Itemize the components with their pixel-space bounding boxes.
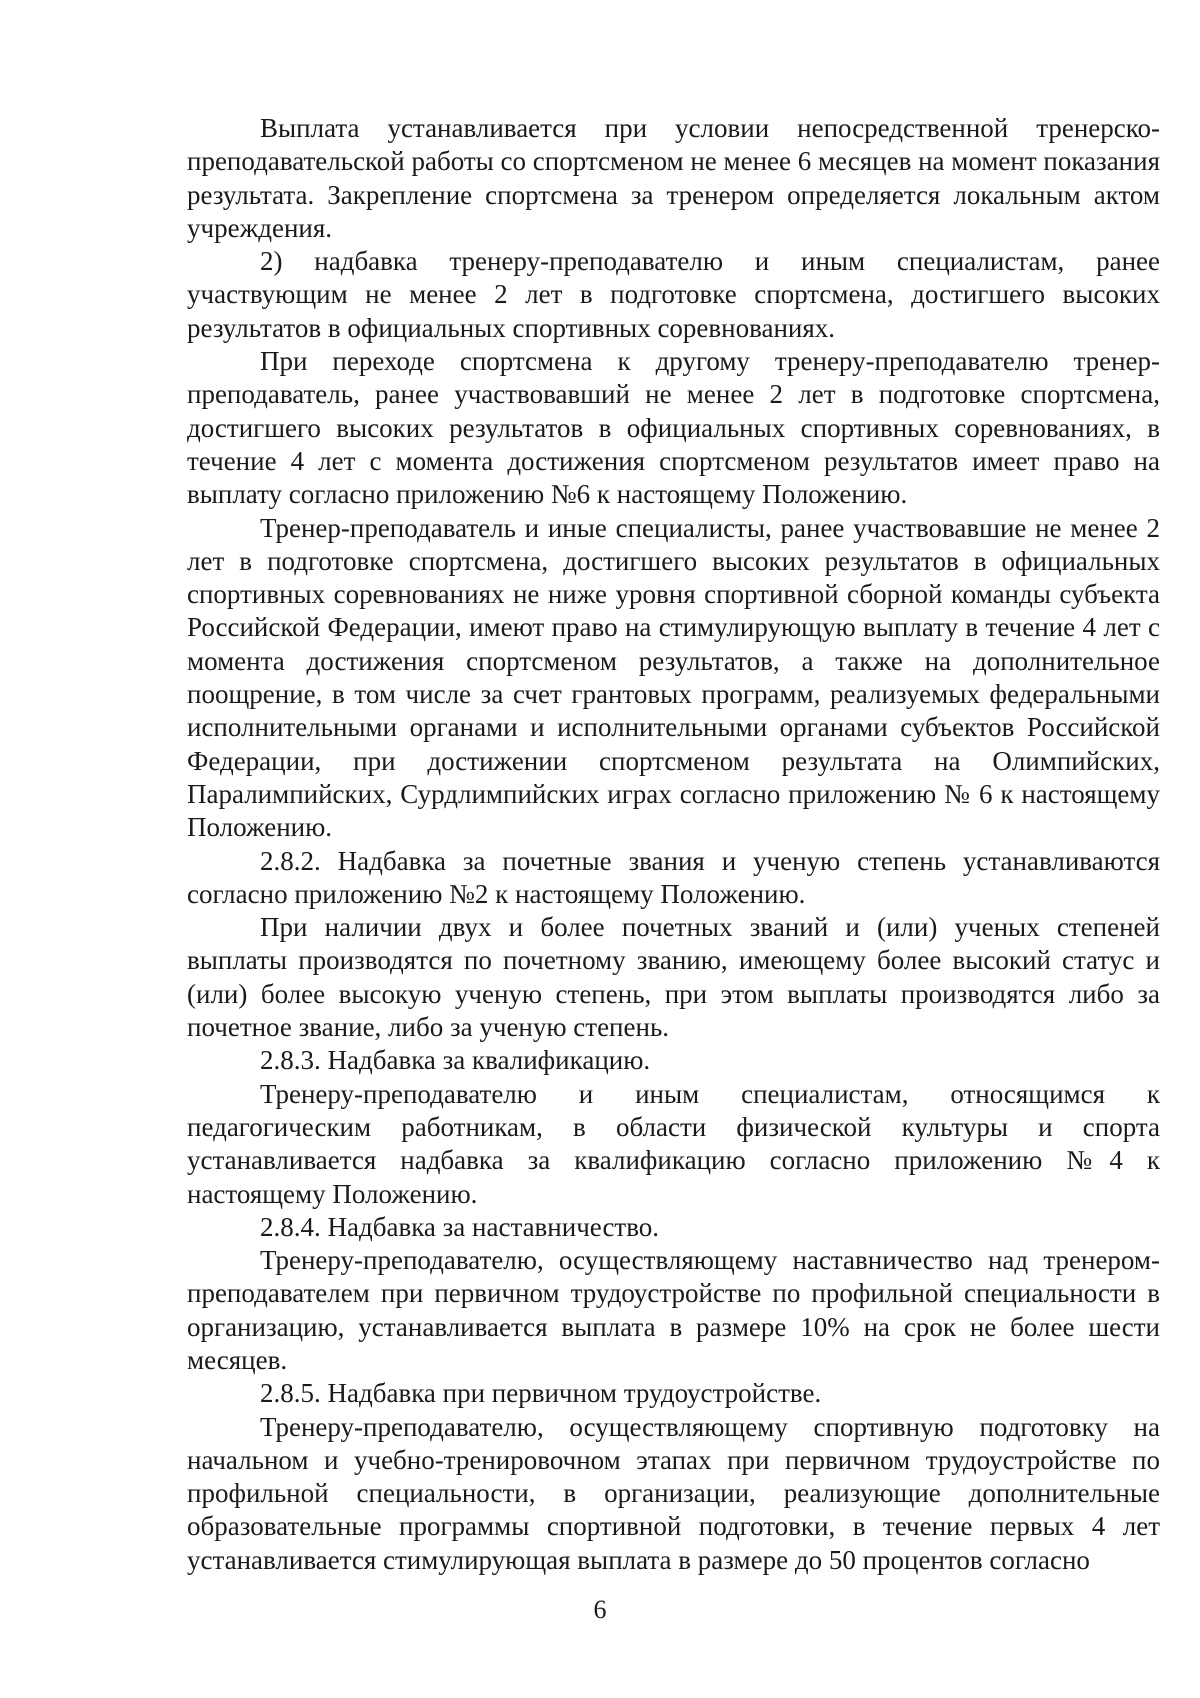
paragraph-honorary-titles: При наличии двух и более почетных званий и (или) ученых степеней выплаты производятся по почетному званию, имеющему более высокий статус и (или) более высокую ученую степень, при этом выплаты производятся либо за почетное звание, либо за ученую степень. [187, 912, 1160, 1043]
paragraph-2-8-3-heading: 2.8.3. Надбавка за квалификацию. [260, 1045, 651, 1076]
paragraph-mentorship: Тренеру-преподавателю, осуществляющему наставничество над тренером-преподавателем при первичном трудоустройстве по профильной специальности в организацию, устанавливается выплата в размере 10% на срок не более шести месяцев. [187, 1245, 1160, 1375]
paragraph-payment-condition: Выплата устанавливается при условии непосредственной тренерско-преподавательской работы со спортсменом не менее 6 месяцев на момент показания результата. Закрепление спортсмена за тренером определяется локальным актом учреждения. [187, 113, 1161, 243]
paragraph-coach-transfer: При переходе спортсмена к другому тренеру-преподавателю тренер-преподаватель, ранее участвовавший не менее 2 лет в подготовке спортсмена, достигшего высоких результатов в официальных спортивных соревнованиях, в течение 4 лет с момента достижения спортсменом результатов имеет право на выплату согласно приложению №6 к настоящему Положению. [187, 346, 1160, 510]
document-body [187, 112, 1160, 1577]
paragraph-qualification: Тренеру-преподавателю и иным специалистам, относящимся к педагогическим работникам, в области физической культуры и спорта устанавливается надбавка за квалификацию согласно приложению №4 к настоящему Положению. [187, 1078, 1160, 1209]
paragraph-specialists-rights: Тренер-преподаватель и иные специалисты, ранее участвовавшие не менее 2 лет в подготовке спортсмена, достигшего высоких результатов в официальных спортивных соревнованиях не ниже уровня спортивной сборной команды субъекта Российской Федерации, имеют право на стимулирующую выплату в течение 4 лет с момента достижения спортсменом результатов, а также на дополнительное поощрение, в том числе за счет грантовых программ, реализуемых федеральными исполнительными органами и исполнительными органами субъектов Российской Федерации, при достижении спортсменом результата на Олимпийских, Паралимпийских, Сурдлимпийских играх согласно приложению № 6 к настоящему Положению. [187, 512, 1160, 843]
paragraph-2-8-5-heading: 2.8.5. Надбавка при первичном трудоустройстве. [260, 1378, 822, 1409]
page-number: 6 [593, 1595, 607, 1624]
paragraph-2-8-4-heading: 2.8.4. Надбавка за наставничество. [260, 1211, 660, 1242]
paragraph-allowance-2: 2) надбавка тренеру-преподавателю и иным специалистам, ранее участвующим не менее 2 лет в подготовке спортсмена, достигшего высоких результатов в официальных спортивных соревнованиях. [187, 246, 1160, 343]
paragraph-2-8-2-heading: 2.8.2. Надбавка за почетные звания и ученую степень устанавливаются согласно приложению №2 к настоящему Положению. [187, 845, 1160, 909]
paragraph-first-employment: Тренеру-преподавателю, осуществляющему спортивную подготовку на начальном и учебно-тренировочном этапах при первичном трудоустройстве по профильной специальности, в организации, реализующие дополнительные образовательные программы спортивной подготовки, в течение первых 4 лет устанавливается стимулирующая выплата в размере до 50 процентов согласно [187, 1411, 1160, 1575]
